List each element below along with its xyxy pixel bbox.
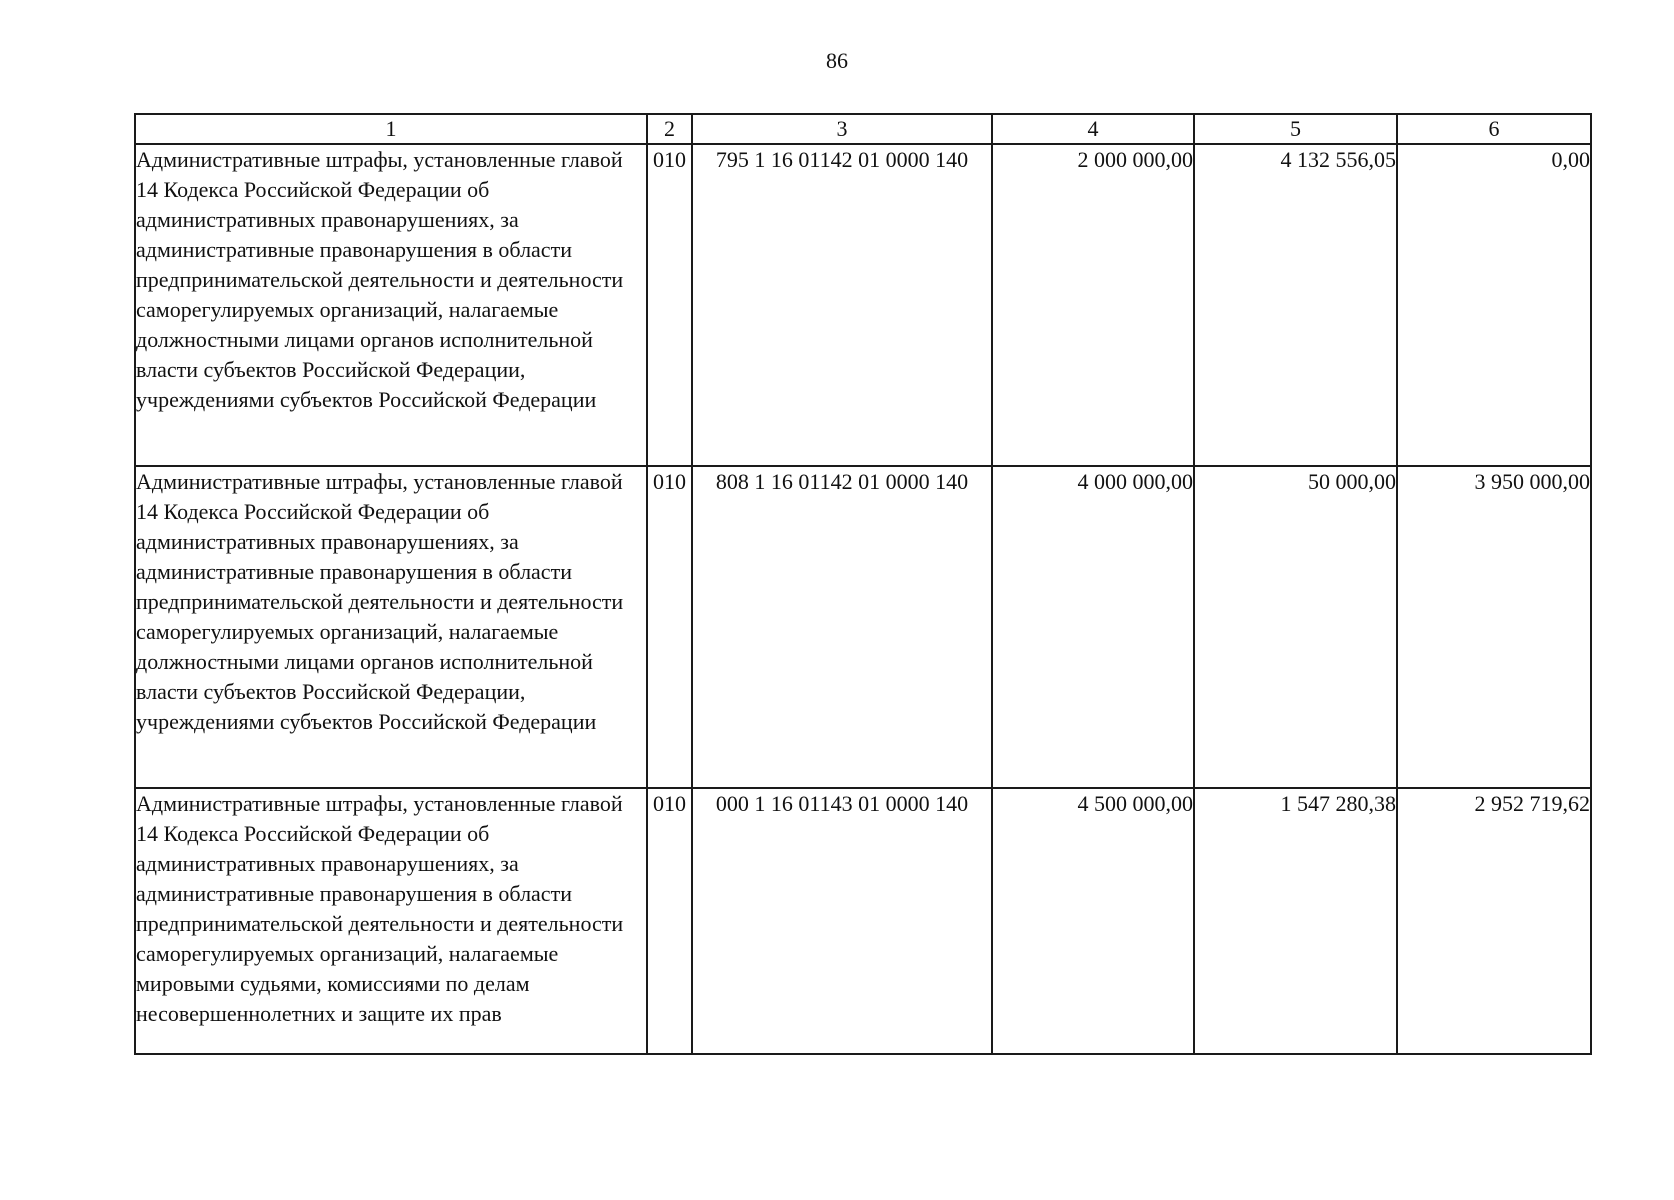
income-code-cell: 795 1 16 01142 01 0000 140 xyxy=(692,144,992,466)
column-header: 6 xyxy=(1397,114,1591,144)
line-code-cell: 010 xyxy=(647,144,692,466)
executed-amount-cell: 50 000,00 xyxy=(1194,466,1397,788)
approved-amount-cell: 4 000 000,00 xyxy=(992,466,1194,788)
table-row xyxy=(135,788,1591,1054)
column-header: 4 xyxy=(992,114,1194,144)
unexecuted-amount-cell: 3 950 000,00 xyxy=(1397,466,1591,788)
column-number-row xyxy=(135,114,1591,144)
column-header: 1 xyxy=(135,114,647,144)
income-code-cell: 808 1 16 01142 01 0000 140 xyxy=(692,466,992,788)
budget-table xyxy=(134,113,1592,1055)
table-row xyxy=(135,144,1591,466)
column-header: 3 xyxy=(692,114,992,144)
line-code-cell: 010 xyxy=(647,788,692,1054)
income-name-cell: Административные штрафы, установленные главой 14 Кодекса Российской Федерации об административных правонарушениях, за административные правонарушения в области предпринимательской деятельности и деятельности саморегулируемых организаций, налагаемые должностными лицами органов исполнительной власти субъектов Российской Федерации, учреждениями субъектов Российской Федерации xyxy=(135,466,647,788)
unexecuted-amount-cell: 0,00 xyxy=(1397,144,1591,466)
column-header: 5 xyxy=(1194,114,1397,144)
table-row xyxy=(135,466,1591,788)
income-code-cell: 000 1 16 01143 01 0000 140 xyxy=(692,788,992,1054)
page-number: 86 xyxy=(826,48,848,73)
income-name-cell: Административные штрафы, установленные главой 14 Кодекса Российской Федерации об административных правонарушениях, за административные правонарушения в области предпринимательской деятельности и деятельности саморегулируемых организаций, налагаемые мировыми судьями, комиссиями по делам несовершеннолетних и защите их прав xyxy=(135,788,647,1054)
unexecuted-amount-cell: 2 952 719,62 xyxy=(1397,788,1591,1054)
column-header: 2 xyxy=(647,114,692,144)
executed-amount-cell: 4 132 556,05 xyxy=(1194,144,1397,466)
approved-amount-cell: 4 500 000,00 xyxy=(992,788,1194,1054)
income-name-cell: Административные штрафы, установленные главой 14 Кодекса Российской Федерации об административных правонарушениях, за административные правонарушения в области предпринимательской деятельности и деятельности саморегулируемых организаций, налагаемые должностными лицами органов исполнительной власти субъектов Российской Федерации, учреждениями субъектов Российской Федерации xyxy=(135,144,647,466)
executed-amount-cell: 1 547 280,38 xyxy=(1194,788,1397,1054)
line-code-cell: 010 xyxy=(647,466,692,788)
approved-amount-cell: 2 000 000,00 xyxy=(992,144,1194,466)
